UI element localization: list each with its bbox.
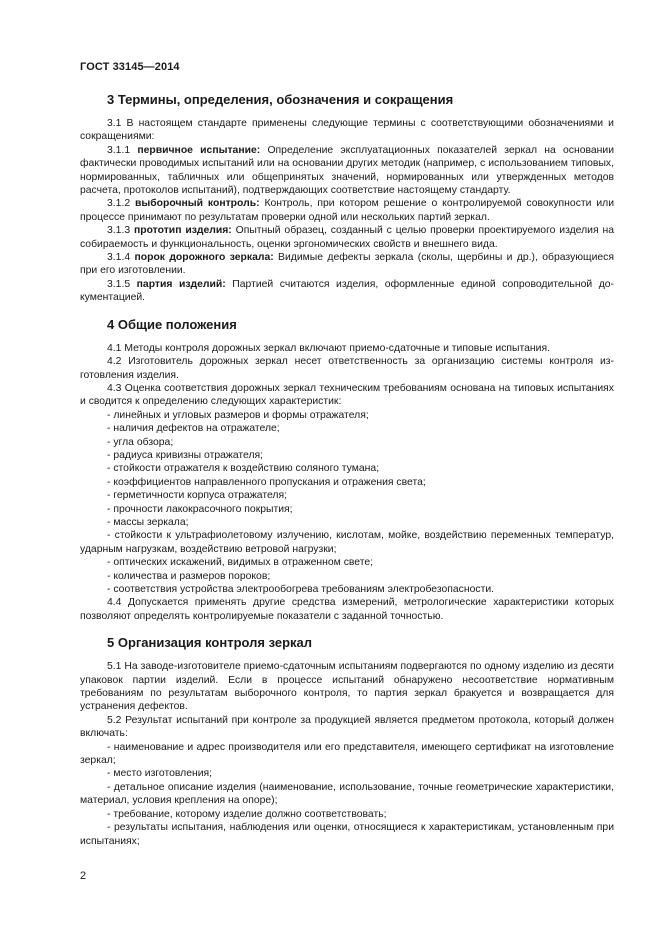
list-item: - соответствия устройства электрообогрева требованиям электробезопасности. xyxy=(107,584,495,595)
list-item: - линейных и угловых размеров и формы отражателя; xyxy=(107,409,369,421)
document-header: ГОСТ 33145—2014 xyxy=(80,61,180,73)
list-item: - коэффициентов направленного пропускания и отражения света; xyxy=(107,476,426,488)
term-name: порок дорожного зеркала: xyxy=(134,252,274,264)
paragraph-4-4: 4.4 Допускается применять другие средства измерений, метрологические характеристики которых позволяют определять контролируемые показатели с заданной точностью. xyxy=(80,597,614,622)
section-4-heading: 4 Общие положения xyxy=(107,316,237,332)
paragraph-4-2: 4.2 Изготовитель дорожных зеркал несет ответственность за организацию системы контроля изготовления изделия. xyxy=(80,356,614,381)
term-name: прототип изделия: xyxy=(133,225,232,237)
list-item: - наличия дефектов на отражателе; xyxy=(107,423,280,435)
term-3-1-4 xyxy=(80,251,614,278)
paragraph-3-1: 3.1 В настоящем стандарте применены следующие термины с соответствующими обозначениями и сокращениями: xyxy=(80,118,614,143)
document-body xyxy=(80,92,614,848)
list-item: - требование, которому изделие должно соответствовать; xyxy=(107,808,387,820)
term-name: первичное испытание: xyxy=(137,144,261,156)
page-number: 2 xyxy=(80,870,87,882)
list-item: - угла обзора; xyxy=(107,436,174,448)
term-number: 3.1.2 xyxy=(107,198,135,210)
term-number: 3.1.4 xyxy=(107,252,135,264)
term-definition: Контроль, при котором решение о контролируемой совокупности или процессе принимают по результатам проверки одной или нескольких партий зеркал. xyxy=(80,198,615,223)
term-name: партия изделий: xyxy=(136,278,226,290)
list-item: - массы зеркала; xyxy=(107,516,189,528)
term-number: 3.1.1 xyxy=(107,144,138,156)
section-5-heading: 5 Организация контроля зеркал xyxy=(107,635,313,651)
term-number: 3.1.5 xyxy=(107,278,137,290)
paragraph-5-2: 5.2 Результат испытаний при контроле за продукцией является предметом протокола, который должен включать: xyxy=(80,714,614,740)
term-number: 3.1.3 xyxy=(107,225,134,237)
term-3-1-2 xyxy=(80,197,614,224)
paragraph-4-3: 4.3 Оценка соответствия дорожных зеркал техническим требованиям основана на типовых испытаниях и сводится к определению следующих характеристик: xyxy=(80,382,614,408)
list-item: - оптических искажений, видимых в отраженном свете; xyxy=(107,557,374,569)
list-item: - количества и размеров пороков; xyxy=(107,570,271,582)
term-3-1-3 xyxy=(80,224,614,251)
term-definition: Партией считаются изделия, оформленные единой сопроводительной документацией. xyxy=(80,278,614,304)
term-3-1-5 xyxy=(80,278,614,305)
list-item: - стойкости к ультрафиолетовому излучению, кислотам, мойке, воздействию переменных температур, ударным нагрузкам, воздействию ветровой нагрузки; xyxy=(80,530,614,555)
section-3-heading: 3 Термины, определения, обозначения и сокращения xyxy=(107,92,454,107)
term-name: выборочный контроль: xyxy=(135,198,260,210)
paragraph-5-1: 5.1 На заводе-изготовителе приемо-сдаточным испытаниям подвергаются по одному изделию из десяти упаковок партии изделий. Если в процессе испытаний обнаружено несоответствие нормативным требованиям по результатам выборочного контроля, то партия зеркал бракуется и возвращается для устранения дефектов. xyxy=(80,661,614,713)
list-item: - герметичности корпуса отражателя; xyxy=(107,490,287,502)
term-3-1-1 xyxy=(80,144,614,198)
list-item: - детальное описание изделия (наименование, использование, точные геометрические характеристики, материал, условия крепления на опоре); xyxy=(80,781,614,807)
list-item: - наименование и адрес производителя или его представителя, имеющего сертификат на изготовление зеркал; xyxy=(80,741,614,767)
list-item: - радиуса кривизны отражателя; xyxy=(107,449,264,461)
list-item: - стойкости отражателя к воздействию соляного тумана; xyxy=(107,463,380,475)
term-definition: Определение эксплуатационных показателей зеркал на основании фактически проводимых испытаний или на основании других методик (например, с использованием типовых, нормированных, табличных или общепринятых значений, нормированных или утвержденных методов расчета, протоколов испытаний), подтверждающих соответствие настоящему стандарту. xyxy=(80,144,615,197)
list-item: - прочности лакокрасочного покрытия; xyxy=(107,503,293,515)
list-item: - место изготовления; xyxy=(107,768,213,780)
list-item: - результаты испытания, наблюдения или оценки, относящиеся к характеристикам, установленным при испытаниях; xyxy=(80,822,614,847)
term-definition: Видимые дефекты зеркала (сколы, щербины и др.), образующиеся при его изготовлении. xyxy=(80,252,615,277)
paragraph-4-1: 4.1 Методы контроля дорожных зеркал включают приемо-сдаточные и типовые испытания. xyxy=(107,342,550,354)
term-definition: Опытный образец, созданный с целью проверки проектируемого изделия на собираемость и функциональность, оценки эргономических свойств и внешнего вида. xyxy=(80,225,614,250)
